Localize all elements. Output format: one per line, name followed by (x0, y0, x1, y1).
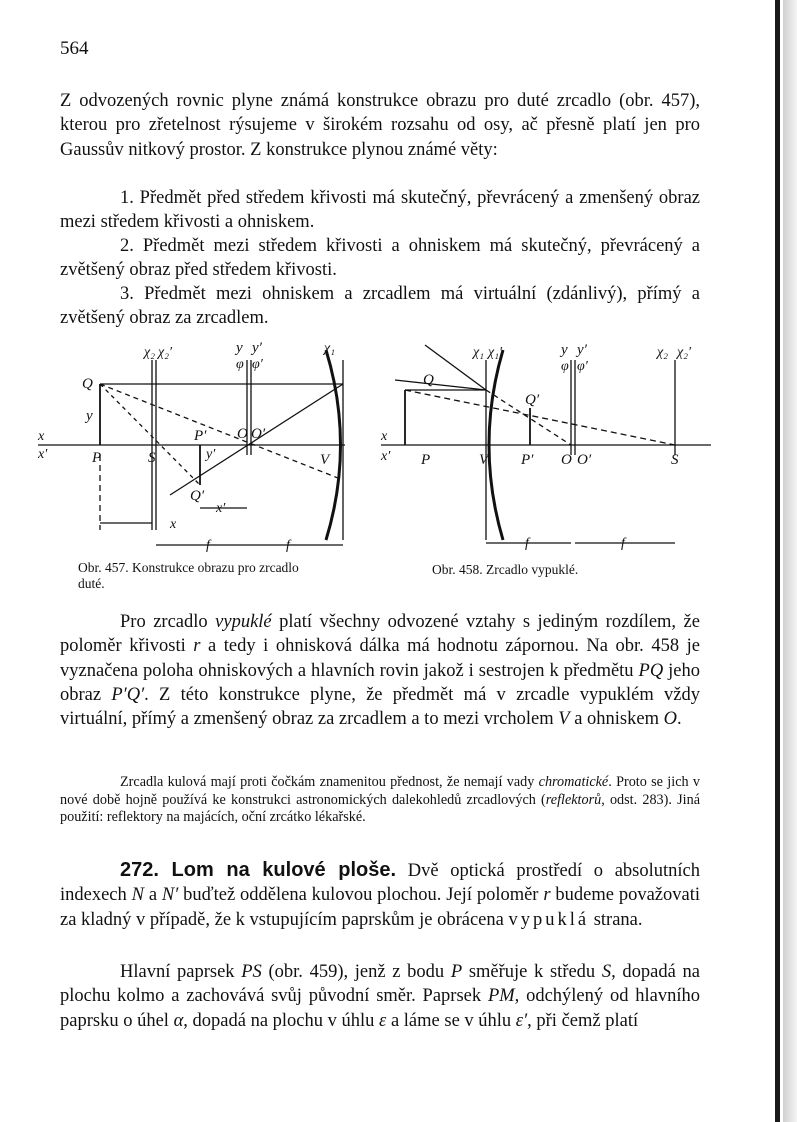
label-V: V (320, 452, 330, 468)
label-chi2: χ₂ (657, 345, 669, 360)
label-dim-xp: x′ (216, 501, 226, 516)
label-Q: Q (423, 372, 434, 388)
rule-1: 1. Předmět před středem křivosti má skutečný, převrácený a zmenšený obraz mezi středem křivosti a ohniskem. (60, 188, 700, 233)
page-number: 564 (60, 38, 89, 59)
figure-458-caption: Obr. 458. Zrcadlo vypuklé. (432, 562, 579, 577)
label-phi: φ (561, 359, 569, 374)
figure-458-convex-mirror (375, 330, 715, 560)
figure-457-diagram (30, 330, 350, 560)
label-chi2p: χ₂′ (677, 345, 692, 360)
label-yp: y′ (252, 340, 262, 356)
label-O: O (561, 452, 572, 468)
label-xp: x′ (38, 447, 48, 462)
label-Qp: Q′ (190, 488, 205, 504)
label-chi1: χ₁ (473, 345, 485, 360)
label-Op: O′ (251, 426, 266, 442)
label-phi: φ (236, 357, 244, 372)
label-phip: φ′ (252, 357, 263, 372)
label-S: S (671, 452, 679, 468)
label-Pp: P′ (194, 428, 207, 444)
label-P: P (421, 452, 431, 468)
label-chi1p: χ₁′ (488, 345, 503, 360)
rule-2: 2. Předmět mezi středem křivosti a ohniskem má skutečný, převrácený a zvětšený obraz před středem křivosti. (60, 236, 700, 281)
label-Pp: P′ (521, 452, 534, 468)
label-phip: φ′ (577, 359, 588, 374)
section-272-paragraph: 272. Lom na kulové ploše. Dvě optická prostředí o absolutních indexech N a N′ buďtež oddělena kulovou plochou. Její poloměr r budeme považovati za kladný v případě, že k vstupujícím paprskům je obrácena vypuklá strana. (60, 859, 700, 930)
label-Q: Q (82, 376, 93, 392)
label-f2: f (286, 538, 290, 553)
label-S: S (148, 450, 156, 466)
label-y-object: y (86, 408, 93, 424)
label-xp: x′ (381, 449, 391, 464)
section-title: 272. Lom na kulové ploše. (120, 859, 397, 881)
page-binding-edge (775, 0, 797, 1122)
label-f2: f (621, 536, 625, 551)
label-f1: f (525, 536, 529, 551)
ray-focal (100, 384, 200, 485)
rule-3: 3. Předmět mezi ohniskem a zrcadlem má virtuální (zdánlivý), přímý a zvětšený obraz za zrcadlem. (60, 284, 700, 329)
label-x: x (381, 429, 388, 444)
figure-457-caption: Obr. 457. Konstrukce obrazu pro zrcadlo duté. (78, 560, 299, 591)
label-chi2p: χ₂′ (158, 345, 173, 360)
label-yp-image: y′ (206, 447, 216, 462)
label-chi1: χ₁ (324, 341, 336, 356)
note-paragraph: Zrcadla kulová mají proti čočkám znamenitou přednost, že nemají vady chromatické. Proto se jich v nové době hojně používá ke konstrukci astronomických dalekohledů zrcadlových (reflektorů, odst. 283). Jiná použití: reflektory na majácích, oční zrcátko lékařské. (60, 774, 700, 825)
ray-to-center (405, 390, 675, 445)
intro-paragraph: Z odvozených rovnic plyne známá konstrukce obrazu pro duté zrcadlo (obr. 457), kterou pro zřetelnost rýsujeme v širokém rozsahu od osy, ač přesně platí jen pro Gaussův nitkový prostor. Z konstrukce plynou známé věty: (60, 91, 700, 160)
ray-reflected-2 (395, 380, 486, 390)
figure-458-diagram (375, 330, 715, 560)
label-Qp: Q′ (525, 392, 540, 408)
convex-mirror-paragraph: Pro zrcadlo vypuklé platí všechny odvozené vztahy s jediným rozdílem, že poloměr křivosti r a tedy i ohnisková dálka má hodnotu zápornou. Na obr. 458 je vyznačena poloha ohniskových a hlavních rovin jakož i sestrojen k předmětu PQ jeho obraz P′Q′. Z této konstrukce plyne, že předmět má v zrcadle vypuklém vždy virtuální, přímý a zmenšený obraz za zrcadlem a to mezi vrcholem V a ohniskem O. (60, 612, 700, 730)
label-P: P (92, 450, 102, 466)
principal-ray-paragraph: Hlavní paprsek PS (obr. 459), jenž z bodu P směřuje k středu S, dopadá na plochu kolmo a zachovává svůj původní směr. Paprsek PM, odchýlený od hlavního paprsku o úhel α, dopadá na plochu v úhlu ε a láme se v úhlu ε′, při čemž platí (60, 962, 700, 1031)
label-x: x (38, 429, 45, 444)
label-f1: f (206, 538, 210, 553)
label-dim-x: x (170, 517, 177, 532)
label-y: y (561, 342, 568, 358)
label-y: y (236, 340, 243, 356)
label-chi2: χ₂ (144, 345, 156, 360)
figure-457-concave-mirror (30, 330, 350, 560)
label-V: V (479, 452, 489, 468)
label-Op: O′ (577, 452, 592, 468)
label-yp: y′ (577, 342, 587, 358)
label-O: O (237, 426, 248, 442)
ray-through-center (100, 384, 343, 480)
